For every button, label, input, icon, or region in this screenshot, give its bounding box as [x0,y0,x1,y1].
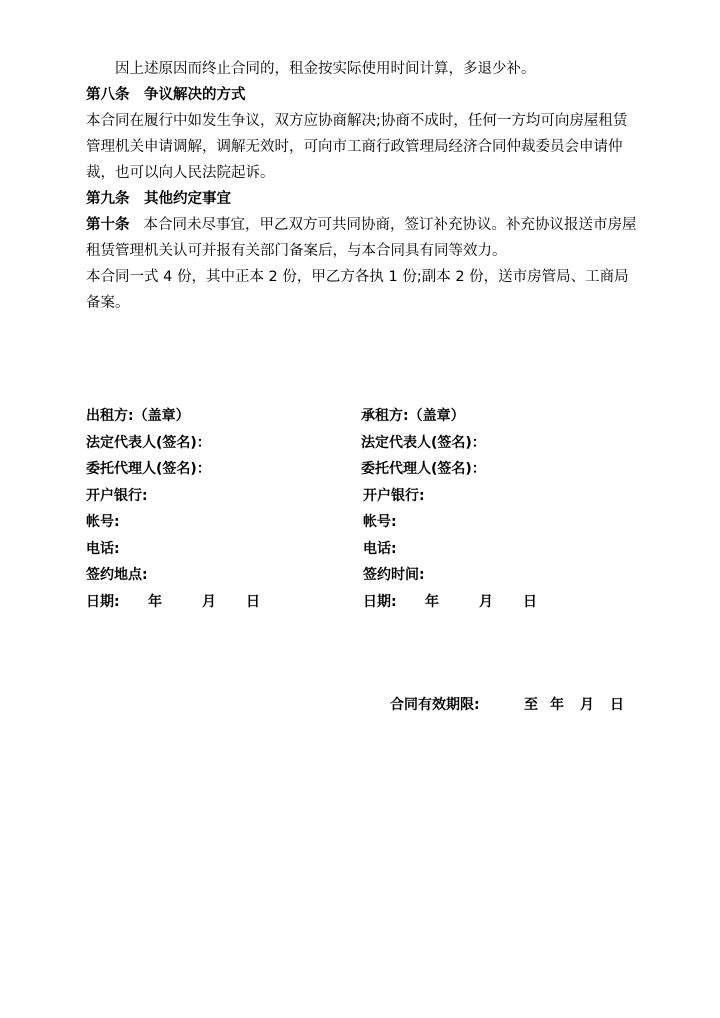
lessee-date-label: 日期: [363,593,397,610]
lessor-signature-block [86,403,260,615]
lessee-date-month: 月 [479,593,493,610]
validity-to: 至 [524,697,538,713]
lessor-bank-label: 开户银行: [86,487,148,504]
lessee-date-day: 日 [523,593,537,610]
lessee-agent-label: 委托代理人(签名)： [361,461,486,477]
article-8-body: 本合同在履行中如发生争议，双方应协商解决;协商不成时，任何一方均可向房屋租赁管理机关申请调解，调解无效时，可向市工商行政管理局经济合同仲裁委员会申请仲裁，也可以向人民法院起诉。 [86,113,628,181]
lessor-phone-label: 电话: [86,540,120,557]
lessee-phone-label: 电话: [363,540,397,557]
copies-clause: 本合同一式 4 份，其中正本 2 份，甲乙方各执 1 份;副本 2 份，送市房管局、工商局备案。 [86,269,629,311]
lessor-date-day: 日 [246,593,260,610]
lessor-agent-label: 委托代理人(签名)： [86,461,211,477]
lessee-time-label: 签约时间: [363,567,425,583]
contract-validity-period [390,694,624,716]
article-10-label: 第十条 [86,217,130,233]
lessee-legal-rep-label: 法定代表人(签名)： [361,434,486,451]
lessee-signature-block [361,403,537,615]
contract-body [86,56,638,316]
validity-year: 年 [550,697,564,713]
article-9-heading: 第九条 其他约定事宜 [86,191,231,207]
validity-label: 合同有效期限: [390,697,480,713]
article-8-heading: 第八条 争议解决的方式 [86,87,246,103]
lessee-account-label: 帐号: [363,514,397,530]
lessor-date-label: 日期: [86,593,120,610]
lessee-date-row [361,589,537,616]
lessor-date-year: 年 [148,593,162,610]
lessor-date-month: 月 [202,593,216,610]
lessor-party-label: 出租方:（盖章） [86,408,190,424]
lessee-bank-label: 开户银行: [363,487,425,504]
termination-rent-clause: 因上述原因而终止合同的，租金按实际使用时间计算，多退少补。 [115,61,536,77]
validity-day: 日 [610,697,624,713]
lessor-place-label: 签约地点: [86,567,148,583]
validity-month: 月 [580,697,594,713]
article-10-body: 本合同未尽事宜，甲乙双方可共同协商，签订补充协议。补充协议报送市房屋租赁管理机关认可并报有关部门备案后，与本合同具有同等效力。 [86,217,637,259]
lessor-legal-rep-label: 法定代表人(签名)： [86,434,211,451]
lessee-date-year: 年 [425,593,439,610]
lessor-account-label: 帐号: [86,514,120,530]
article-10 [86,212,638,264]
lessee-party-label: 承租方:（盖章） [361,408,465,424]
lessor-date-row [86,589,260,616]
